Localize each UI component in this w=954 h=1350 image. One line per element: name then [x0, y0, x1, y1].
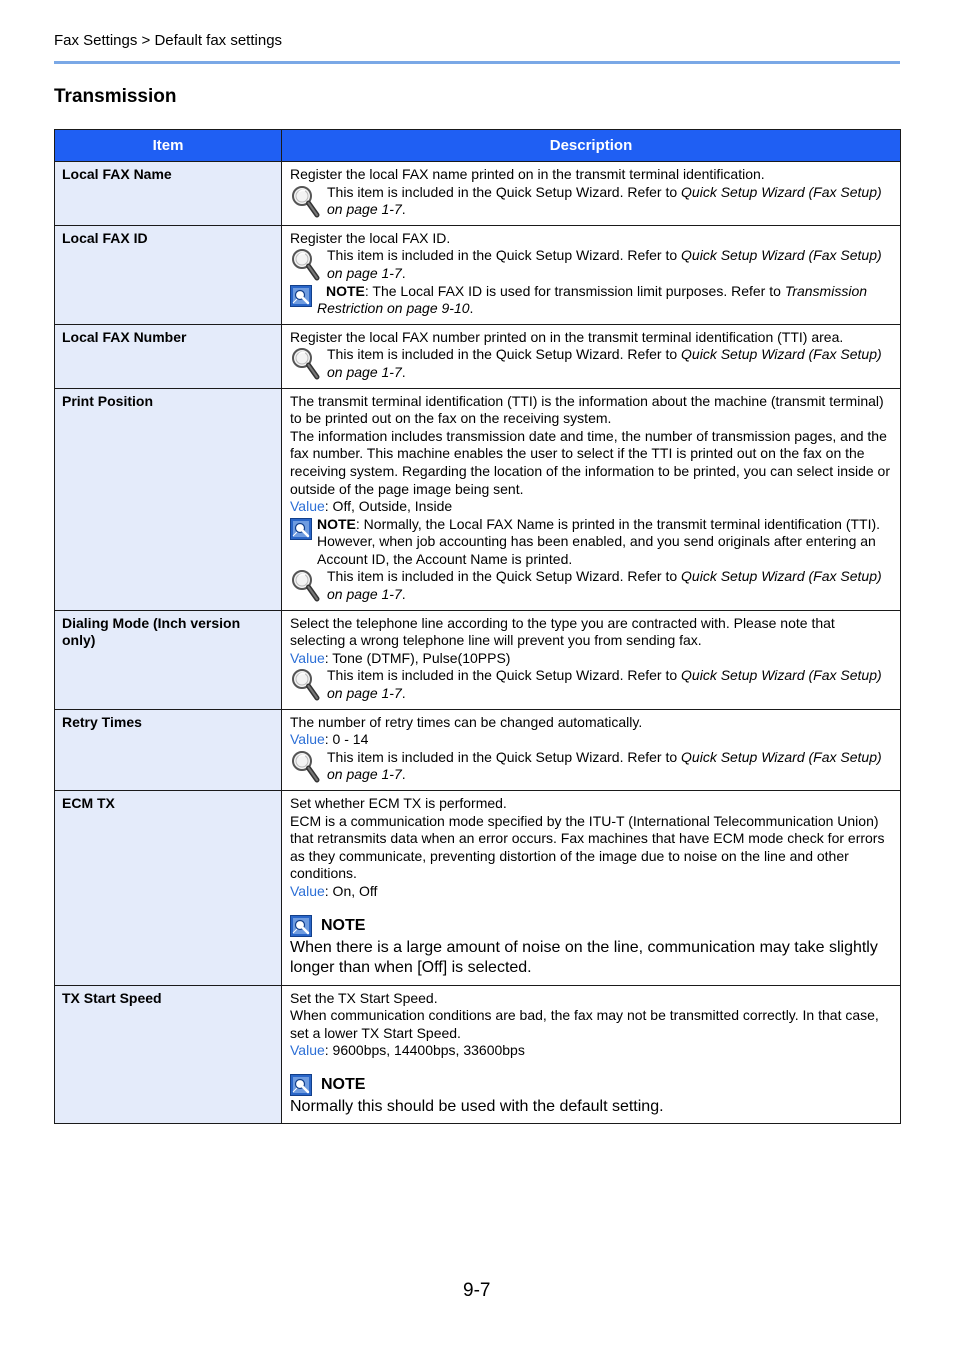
description-text: Set whether ECM TX is performed.: [290, 795, 507, 811]
page-number: 9-7: [463, 1280, 491, 1301]
description-text: Register the local FAX number printed on in the transmit terminal identification (TTI) area.: [290, 328, 844, 345]
quick-setup-reference: [290, 346, 893, 381]
note-label: NOTE: [321, 1076, 366, 1094]
description-text: ECM is a communication mode specified by the ITU-T (International Telecommunication Union) that retransmits data when an error occurs. Fax machines that have ECM mode check for errors as they communicate, preventing distortion of the image due to noise on the line and other conditions.: [290, 812, 885, 882]
header-rule: [54, 61, 900, 64]
reference-end: .: [401, 363, 406, 380]
note-heading: [290, 1074, 893, 1096]
note-text: : The Local FAX ID is used for transmission limit purposes. Refer to: [364, 282, 785, 299]
row-description: [282, 324, 901, 388]
magnifier-icon: [290, 667, 320, 701]
reference-end: .: [401, 685, 406, 702]
row-item-tx-start-speed: TX Start Speed: [55, 985, 282, 1124]
reference-text: This item is included in the Quick Setup Wizard. Refer to: [327, 748, 682, 765]
magnifier-icon: [290, 247, 320, 281]
magnifier-icon: [290, 184, 320, 218]
table-header-row: [55, 130, 901, 162]
value-options: : Off, Outside, Inside: [324, 498, 453, 515]
reference-link[interactable]: Quick Setup Wizard (Fax Setup) on page 1-7: [327, 183, 882, 218]
row-description: [282, 162, 901, 226]
value-line: [290, 1042, 893, 1060]
value-options: : On, Off: [324, 882, 378, 899]
value-label: Value: [290, 882, 325, 899]
quick-setup-reference: [290, 184, 893, 219]
value-line: [290, 731, 893, 749]
magnifier-icon: [290, 568, 320, 602]
row-item-retry-times: Retry Times: [55, 709, 282, 790]
description-text: When communication conditions are bad, the fax may not be transmitted correctly. In that case, set a lower TX Start Speed.: [290, 1007, 879, 1041]
note-block: [290, 915, 893, 979]
value-label: Value: [290, 649, 325, 666]
table-row: [55, 610, 901, 709]
value-options: : Tone (DTMF), Pulse(10PPS): [324, 649, 511, 666]
table-row: [55, 985, 901, 1124]
quick-setup-reference: [290, 568, 893, 603]
note-body: Normally this should be used with the default setting.: [290, 1097, 664, 1115]
reference-link[interactable]: Quick Setup Wizard (Fax Setup) on page 1-7: [327, 568, 882, 603]
row-description: [282, 985, 901, 1124]
note-label: NOTE: [321, 916, 366, 934]
table-row: [55, 225, 901, 324]
column-header-description: Description: [282, 130, 901, 162]
quick-setup-reference: [290, 247, 893, 282]
settings-table: [54, 129, 901, 1124]
value-line: [290, 650, 893, 668]
description-text: The number of retry times can be changed automatically.: [290, 713, 643, 730]
row-description: [282, 791, 901, 986]
row-item-local-fax-number: Local FAX Number: [55, 324, 282, 388]
table-row: [55, 162, 901, 226]
quick-setup-reference: [290, 667, 893, 702]
row-item-print-position: Print Position: [55, 388, 282, 610]
note-end: .: [469, 300, 474, 317]
value-label: Value: [290, 498, 325, 515]
row-description: [282, 388, 901, 610]
value-options: : 9600bps, 14400bps, 33600bps: [324, 1042, 525, 1059]
reference-link[interactable]: Quick Setup Wizard (Fax Setup) on page 1-7: [327, 748, 882, 783]
row-description: [282, 610, 901, 709]
value-label: Value: [290, 1042, 325, 1059]
reference-text: This item is included in the Quick Setup Wizard. Refer to: [327, 346, 682, 363]
column-header-item: Item: [55, 130, 282, 162]
reference-end: .: [401, 586, 406, 603]
note-label: NOTE: [317, 515, 356, 532]
note-icon: [290, 915, 312, 937]
reference-text: This item is included in the Quick Setup Wizard. Refer to: [327, 183, 682, 200]
reference-text: This item is included in the Quick Setup Wizard. Refer to: [327, 247, 682, 264]
value-line: [290, 498, 893, 516]
row-item-ecm-tx: ECM TX: [55, 791, 282, 986]
reference-link[interactable]: Quick Setup Wizard (Fax Setup) on page 1-7: [327, 346, 882, 380]
reference-end: .: [401, 766, 406, 783]
magnifier-icon: [290, 346, 320, 380]
note-icon: [290, 1074, 312, 1096]
note-link[interactable]: Transmission Restriction on page 9-10: [317, 282, 868, 317]
note-label: NOTE: [326, 282, 365, 299]
section-title: Transmission: [54, 86, 177, 107]
row-description: [282, 225, 901, 324]
row-description: [282, 709, 901, 790]
inline-note: [290, 516, 893, 569]
note-block: [290, 1074, 893, 1118]
breadcrumb: Fax Settings > Default fax settings: [54, 32, 283, 49]
note-icon: [290, 285, 312, 307]
description-text: The transmit terminal identification (TTI) is the information about the machine (transmit terminal) to be printed out on the fax on the receiving system.: [290, 392, 884, 427]
value-label: Value: [290, 731, 325, 748]
row-item-local-fax-name: Local FAX Name: [55, 162, 282, 226]
reference-link[interactable]: Quick Setup Wizard (Fax Setup) on page 1-7: [327, 667, 882, 702]
value-options: : 0 - 14: [324, 731, 369, 748]
description-text: Register the local FAX ID.: [290, 229, 451, 246]
row-item-local-fax-id: Local FAX ID: [55, 225, 282, 324]
magnifier-icon: [290, 749, 320, 783]
table-row: [55, 791, 901, 986]
description-text: Select the telephone line according to the type you are contracted with. Please note that selecting a wrong telephone line will prevent you from sending fax.: [290, 614, 835, 649]
note-icon: [290, 518, 312, 540]
inline-note: [290, 283, 893, 318]
table-row: [55, 324, 901, 388]
reference-link[interactable]: Quick Setup Wizard (Fax Setup) on page 1-7: [327, 247, 882, 281]
table-row: [55, 388, 901, 610]
description-text: Set the TX Start Speed.: [290, 989, 438, 1006]
reference-text: This item is included in the Quick Setup Wizard. Refer to: [327, 667, 682, 684]
description-text: Register the local FAX name printed on in the transmit terminal identification.: [290, 166, 765, 182]
value-line: [290, 883, 893, 901]
note-heading: [290, 915, 893, 937]
reference-end: .: [401, 201, 406, 218]
table-row: [55, 709, 901, 790]
description-text: The information includes transmission date and time, the number of transmission pages, and the fax number. This machine enables the user to select if the TTI is printed out on the fax on the receiving system. Regarding the location of the information to be printed, you can select inside or outside of the page image being sent.: [290, 427, 890, 497]
quick-setup-reference: [290, 749, 893, 784]
note-text: : Normally, the Local FAX Name is printed in the transmit terminal identification (TTI). However, when job accounting has been enabled, and you send originals after entering an Account ID, the Account Name is printed.: [317, 515, 881, 567]
reference-end: .: [401, 264, 406, 281]
note-body: When there is a large amount of noise on the line, communication may take slightly longer than when [Off] is selected.: [290, 938, 878, 977]
row-item-dialing-mode: Dialing Mode (Inch version only): [55, 610, 282, 709]
reference-text: This item is included in the Quick Setup Wizard. Refer to: [327, 568, 682, 585]
